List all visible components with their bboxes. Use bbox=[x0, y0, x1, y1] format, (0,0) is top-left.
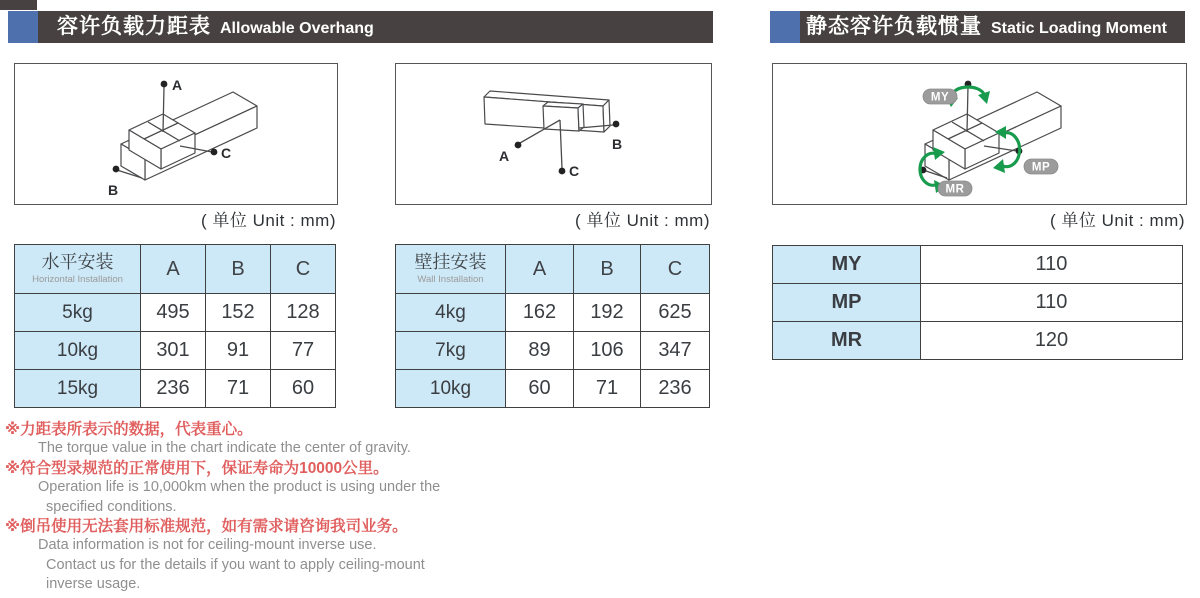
note-en: inverse usage. bbox=[46, 576, 141, 593]
load-cell: 10kg bbox=[15, 332, 141, 370]
value-cell: 60 bbox=[271, 370, 336, 408]
diagram-horizontal-installation bbox=[14, 63, 338, 205]
point-a-label: A bbox=[172, 77, 183, 93]
value-cell: 162 bbox=[506, 294, 574, 332]
section-title-zh: 静态容许负载惯量 bbox=[806, 15, 982, 38]
moment-value-cell: 110 bbox=[921, 246, 1183, 284]
unit-label: ( 单位 Unit : mm) bbox=[575, 211, 710, 230]
point-a-label: A bbox=[499, 148, 510, 164]
table-row bbox=[15, 370, 336, 408]
load-cell: 7kg bbox=[396, 332, 506, 370]
table-row bbox=[396, 332, 710, 370]
point-a-dot bbox=[161, 81, 168, 88]
table-row bbox=[773, 284, 1183, 322]
table-row bbox=[396, 294, 710, 332]
diagram-static-loading-moment bbox=[772, 63, 1187, 205]
value-cell: 192 bbox=[574, 294, 641, 332]
table-header-row bbox=[396, 245, 710, 294]
mr-badge bbox=[938, 181, 972, 196]
value-cell: 152 bbox=[206, 294, 271, 332]
point-b-label: B bbox=[108, 182, 119, 198]
point-c-dot bbox=[211, 149, 218, 156]
table-static-loading-moment bbox=[772, 245, 1183, 360]
section-header-allowable-overhang bbox=[8, 11, 713, 43]
unit-label: ( 单位 Unit : mm) bbox=[201, 211, 336, 230]
value-cell: 236 bbox=[141, 370, 206, 408]
note-en: The torque value in the chart indicate the center of gravity. bbox=[38, 440, 411, 457]
moment-label-cell: MP bbox=[773, 284, 921, 322]
value-cell: 71 bbox=[574, 370, 641, 408]
table-row bbox=[15, 294, 336, 332]
note-en: Data information is not for ceiling-mount inverse use. bbox=[38, 537, 377, 554]
horizontal-rail-drawing bbox=[15, 64, 335, 202]
value-cell: 128 bbox=[271, 294, 336, 332]
mp-badge bbox=[1024, 159, 1058, 174]
column-header-c: C bbox=[641, 245, 710, 294]
moment-label-cell: MY bbox=[773, 246, 921, 284]
table-row bbox=[773, 246, 1183, 284]
value-cell: 236 bbox=[641, 370, 710, 408]
table-title-zh: 水平安装 bbox=[41, 252, 114, 273]
load-cell: 5kg bbox=[15, 294, 141, 332]
point-c-label: C bbox=[569, 163, 580, 179]
point-b-label: B bbox=[612, 136, 623, 152]
section-title-en: Allowable Overhang bbox=[220, 20, 374, 37]
table-title-en: Horizontal Installation bbox=[32, 273, 123, 285]
value-cell: 301 bbox=[141, 332, 206, 370]
value-cell: 71 bbox=[206, 370, 271, 408]
my-badge-label: MY bbox=[930, 91, 950, 104]
table-title-en: Wall Installation bbox=[417, 273, 484, 285]
table-header-row bbox=[15, 245, 336, 294]
section-title-zh: 容许负载力距表 bbox=[57, 15, 211, 38]
accent-square bbox=[770, 11, 800, 43]
mr-badge-label: MR bbox=[945, 183, 965, 196]
note-en: Contact us for the details if you want to apply ceiling-mount bbox=[46, 556, 425, 573]
section-header-static-loading-moment bbox=[770, 11, 1185, 43]
wall-rail-drawing bbox=[396, 64, 709, 202]
value-cell: 91 bbox=[206, 332, 271, 370]
note-zh: ※符合型录规范的正常使用下，保证寿命为10000公里。 bbox=[5, 459, 389, 477]
table-row bbox=[15, 332, 336, 370]
diagram-wall-installation bbox=[395, 63, 712, 205]
table-horizontal-installation bbox=[14, 244, 336, 408]
note-zh: ※力距表所表示的数据，代表重心。 bbox=[5, 421, 253, 438]
value-cell: 106 bbox=[574, 332, 641, 370]
accent-square bbox=[8, 11, 38, 43]
value-cell: 77 bbox=[271, 332, 336, 370]
table-row bbox=[773, 322, 1183, 360]
value-cell: 495 bbox=[141, 294, 206, 332]
value-cell: 89 bbox=[506, 332, 574, 370]
note-en: Operation life is 10,000km when the product is using under the bbox=[38, 479, 441, 496]
load-cell: 15kg bbox=[15, 370, 141, 408]
value-cell: 347 bbox=[641, 332, 710, 370]
point-c-label: C bbox=[221, 145, 232, 161]
corner-tab bbox=[0, 0, 37, 10]
my-badge bbox=[923, 89, 957, 104]
point-b-dot bbox=[113, 166, 120, 173]
table-title-cell bbox=[15, 245, 141, 294]
point-b-dot bbox=[613, 121, 620, 128]
table-title-zh: 壁挂安装 bbox=[414, 252, 487, 273]
moment-value-cell: 120 bbox=[921, 322, 1183, 360]
column-header-a: A bbox=[141, 245, 206, 294]
moment-value-cell: 110 bbox=[921, 284, 1183, 322]
note-en: specified conditions. bbox=[46, 498, 177, 515]
mp-badge-label: MP bbox=[1031, 161, 1051, 174]
column-header-c: C bbox=[271, 245, 336, 294]
table-wall-installation bbox=[395, 244, 710, 408]
moment-label-cell: MR bbox=[773, 322, 921, 360]
value-cell: 625 bbox=[641, 294, 710, 332]
value-cell: 60 bbox=[506, 370, 574, 408]
moment-rail-drawing bbox=[773, 64, 1184, 202]
point-c-dot bbox=[559, 168, 566, 175]
load-cell: 10kg bbox=[396, 370, 506, 408]
point-a-dot bbox=[515, 142, 522, 149]
table-title-cell bbox=[396, 245, 506, 294]
column-header-a: A bbox=[506, 245, 574, 294]
section-title-en: Static Loading Moment bbox=[991, 20, 1167, 37]
load-cell: 4kg bbox=[396, 294, 506, 332]
unit-label: ( 单位 Unit : mm) bbox=[1050, 211, 1185, 230]
note-zh: ※倒吊使用无法套用标准规范，如有需求请咨询我司业务。 bbox=[5, 518, 408, 536]
column-header-b: B bbox=[206, 245, 271, 294]
footnotes bbox=[5, 420, 475, 595]
column-header-b: B bbox=[574, 245, 641, 294]
table-row bbox=[396, 370, 710, 408]
